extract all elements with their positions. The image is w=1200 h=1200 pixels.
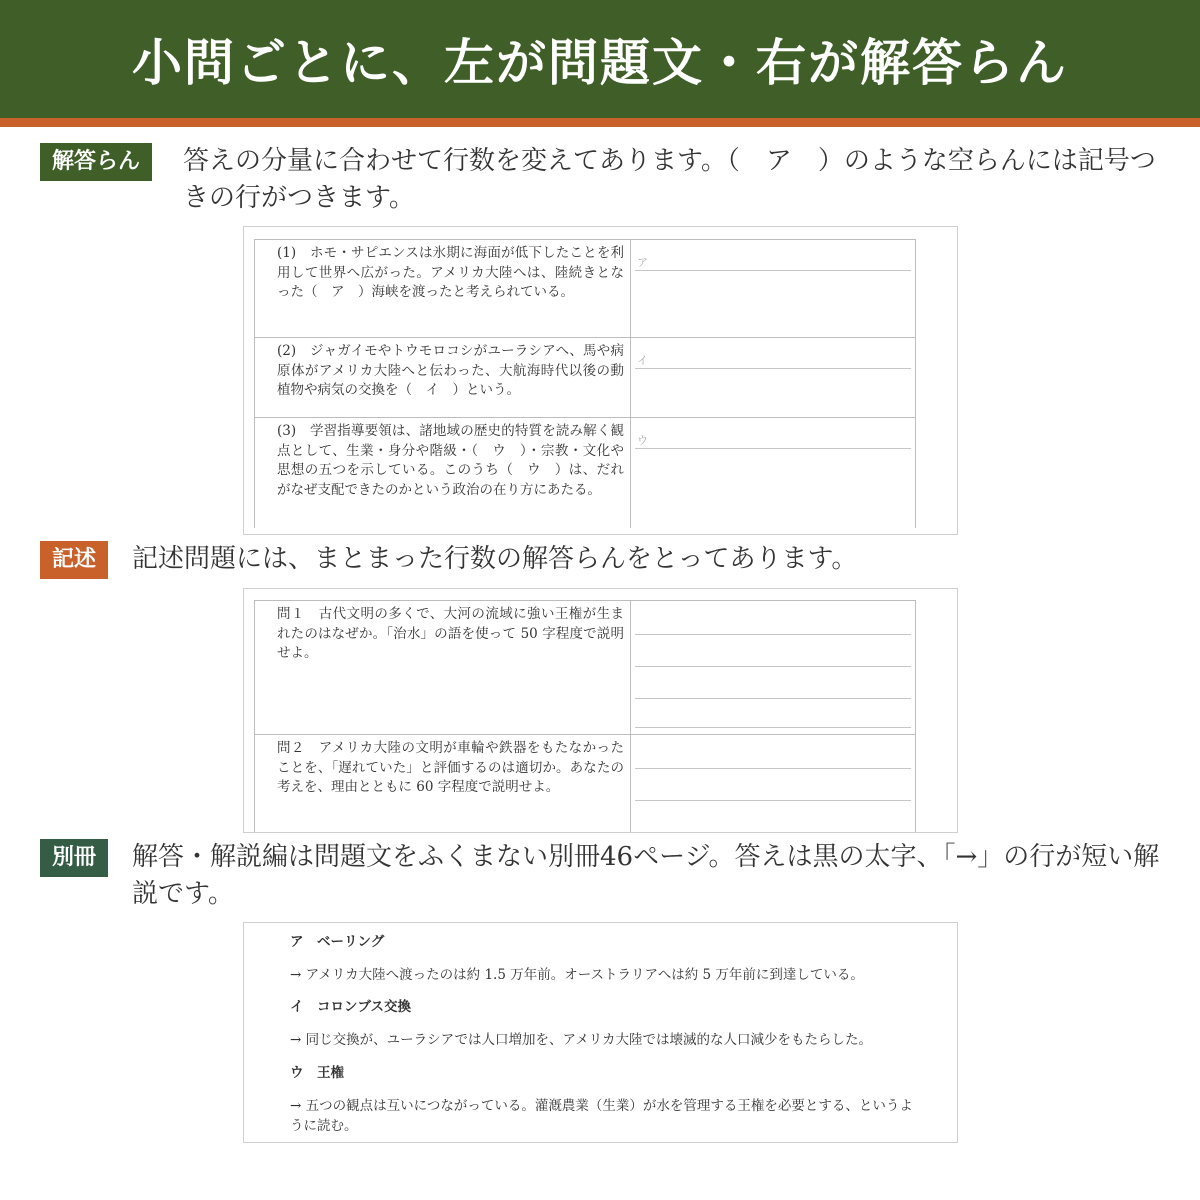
answer-line [635, 634, 911, 635]
answer-key-heading: ウ 王権 [290, 1065, 344, 1081]
question-text: 問１ 古代文明の多くで、大河の流域に強い王権が生まれたのはなぜか。「治水」の語を使って 50 字程度で説明せよ。 [255, 601, 631, 734]
answer-key-sample-panel [243, 922, 958, 1143]
answer-key-note: → アメリカ大陸へ渡ったのは約 1.5 万年前。オーストラリアへは約 5 万年前に到達している。 [290, 967, 864, 983]
answer-cell [631, 601, 915, 734]
question-text: 問２ アメリカ大陸の文明が車輪や鉄器をもたなかったことを、「遅れていた」と評価するのは適切か。あなたの考えを、理由とともに 60 字程度で説明せよ。 [255, 735, 631, 833]
section-text-answer-space: 答えの分量に合わせて行数を変えてあります。（ ア ）のような空らんには記号つきの行がつきます。 [183, 146, 1156, 213]
question-text: (1) ホモ・サピエンスは氷期に海面が低下したことを利用して世界へ広がった。アメリカ大陸へは、陸続きとなった（ ア ）海峡を渡ったと考えられている。 [255, 240, 631, 337]
answer-line [635, 768, 911, 769]
header-accent-stripe [0, 118, 1200, 127]
page-title: 小問ごとに、左が問題文・右が解答らん [132, 34, 1068, 92]
question-row [255, 418, 915, 528]
answer-line [635, 270, 911, 271]
section-text-supplement: 解答・解説編は問題文をふくまない別冊46ページ。答えは黒の太字、「→」の行が短い解説です。 [132, 842, 1160, 909]
answer-cell [631, 338, 915, 417]
question-row [255, 735, 915, 833]
answer-cell [631, 240, 915, 337]
answer-line [635, 800, 911, 801]
section-text-descriptive: 記述問題には、まとまった行数の解答らんをとってあります。 [132, 544, 858, 574]
question-row [255, 601, 915, 735]
answer-cell [631, 735, 915, 833]
answer-line [635, 666, 911, 667]
answer-cell [631, 418, 915, 528]
question-text: (2) ジャガイモやトウモロコシがユーラシアへ、馬や病原体がアメリカ大陸へと伝わった、大航海時代以後の動植物や病気の交換を（ イ ）という。 [255, 338, 631, 417]
answer-key-heading: イ コロンブス交換 [290, 999, 411, 1015]
answer-line [635, 727, 911, 728]
question-row [255, 338, 915, 418]
answer-label: イ [637, 354, 648, 367]
answer-key-heading: ア ベーリング [290, 934, 385, 950]
answer-line [635, 698, 911, 699]
answer-sheet-sample-panel [243, 226, 958, 535]
page-header [0, 0, 1200, 118]
answer-key-note: → 同じ交換が、ユーラシアでは人口増加を、アメリカ大陸では壊滅的な人口減少をもたらした。 [290, 1032, 873, 1048]
question-table [254, 239, 916, 528]
answer-line [635, 448, 911, 449]
answer-label: ア [637, 256, 648, 269]
badge-descriptive: 記述 [40, 541, 108, 579]
badge-supplement: 別冊 [40, 839, 108, 877]
answer-line [635, 368, 911, 369]
badge-answer-space: 解答らん [40, 143, 152, 181]
descriptive-sample-panel [243, 588, 958, 833]
question-text: (3) 学習指導要領は、諸地域の歴史的特質を読み解く観点として、生業・身分や階級・（ ウ ）・宗教・文化や思想の五つを示している。このうち（ ウ ）は、だれがなぜ支配できたのかという政治の在り方にあたる。 [255, 418, 631, 528]
answer-key-note: → 五つの観点は互いにつながっている。灌漑農業（生業）が水を管理する王権を必要とする、というように読む。 [290, 1098, 913, 1134]
answer-label: ウ [637, 434, 648, 447]
question-row [255, 240, 915, 338]
question-table [254, 600, 916, 833]
